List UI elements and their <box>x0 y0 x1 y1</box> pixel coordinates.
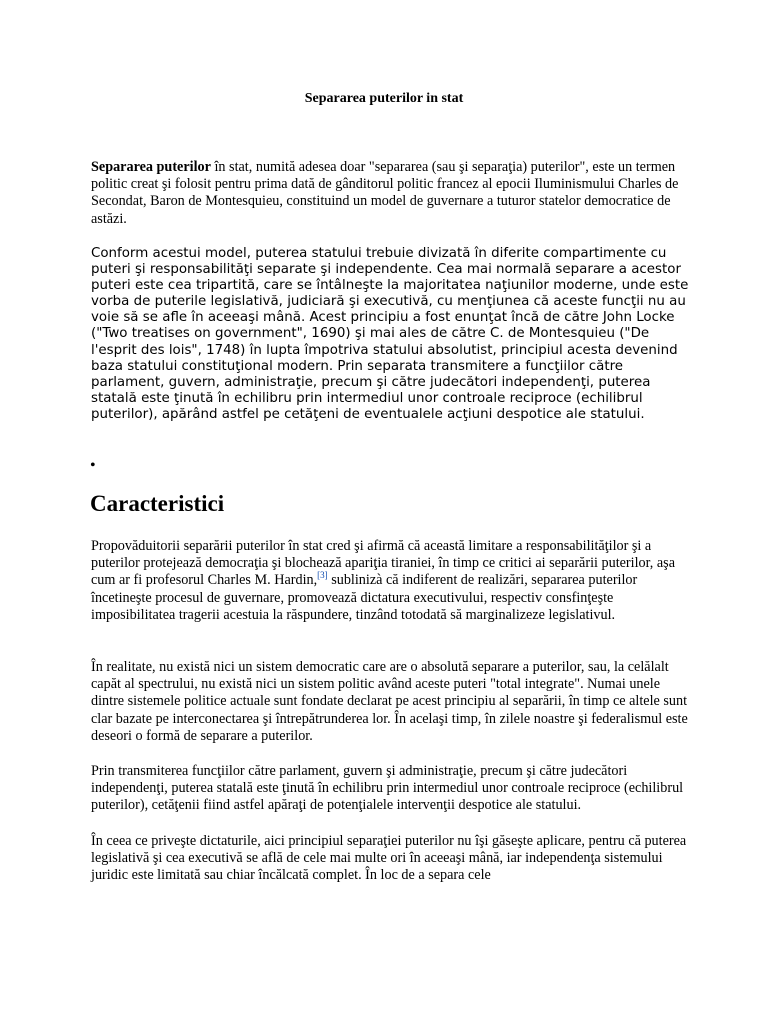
intro-bold-term: Separarea puterilor <box>91 159 211 175</box>
body-paragraph-4: În ceea ce priveşte dictaturile, aici principiul separaţiei puterilor nu îşi găseşte aplicare, pentru că puterea legislativă şi cea executivă se află de cele mai multe ori în aceeaşi mână, iar independenţa sistemului juridic este limitată sau chiar încălcată complet. În loc de a separa cele <box>91 833 687 884</box>
body-paragraph-1 <box>91 538 689 624</box>
paragraph-1-text: Propovăduitorii separării puterilor în stat cred şi afirmă că această limitare a responsabilităţilor şi a puterilor protejează democraţia şi blochează apariţia tiraniei, în timp ce critici ai separării puterilor, aşa cum ar fi profesorul Charles M. Hardin, <box>91 538 675 589</box>
section-heading: Caracteristici <box>90 491 225 516</box>
bullet-marker: • <box>90 457 96 474</box>
reference-link[interactable]: [3] <box>317 570 328 581</box>
intro-paragraph <box>91 159 689 228</box>
body-paragraph-3: Prin transmiterea funcţiilor către parlament, guvern şi administraţie, precum şi către judecători independenţi, puterea statală este ţinută în echilibru prin intermediul unor controale reciproce (echilibrul puterilor), cetăţenii fiind astfel apăraţi de potenţialele intervenţii despotice ale statului. <box>91 763 684 814</box>
intro-text: în stat, numită adesea doar "separarea (sau şi separaţia) puterilor", este un termen politic creat şi folosit pentru prima dată de gânditorul politic francez al epocii Iluminismului Charles de Secondat, Baron de Montesquieu, constituind un model de guvernare a tuturor statelor democratice de astăzi. <box>91 159 679 227</box>
page-title: Separarea puterilor in stat <box>304 91 464 106</box>
body-paragraph-2: În realitate, nu există nici un sistem democratic care are o absolută separare a puterilor, sau, la celălalt capăt al spectrului, nu există nici un sistem politic având aceste puteri "total integrate". Numai unele dintre sistemele politice actuale sunt fondate declarat pe acest principiu al separării, în timp ce altele sunt clar bazate pe interconectarea şi întrepătrunderea lor. În acelaşi timp, în zilele noastre şi federalismul este deseori o formă de separare a puterilor. <box>91 659 688 744</box>
model-paragraph: Conform acestui model, puterea statului trebuie divizată în diferite compartimente cu puteri şi responsabilităţi separate şi independente. Cea mai normală separare a acestor puteri este cea tripartită, care se întâlneşte la majoritatea naţiunilor moderne, unde este vorba de puterile legislativă, judiciară şi executivă, cu menţiunea că aceste funcţii nu au voie să se afle în aceeaşi mână. Acest principiu a fost enunţat încă de către John Locke ("Two treatises on government", 1690) şi mai ales de către C. de Montesquieu ("De l'esprit des lois", 1748) în lupta împotriva statului absolutist, principiul acesta devenind baza statului constituţional modern. Prin separata transmitere a funcţiilor către parlament, guvern, administraţie, precum şi către judecători independenţi, puterea statală este ţinută în echilibru prin intermediul unor controale reciproce (echilibrul puterilor), apărând astfel pe cetăţeni de eventualele acţiuni despotice ale statului. <box>91 246 689 422</box>
paragraph-1-text-cont: sublinizà că indiferent de realizări, separarea puterilor încetineşte procesul de guvernare, promovează dictatura executivului, respectiv consfinţeşte imposibilitatea tragerii acestuia la răspundere, tinzând totodată să marginalizeze legislativul. <box>91 572 638 623</box>
